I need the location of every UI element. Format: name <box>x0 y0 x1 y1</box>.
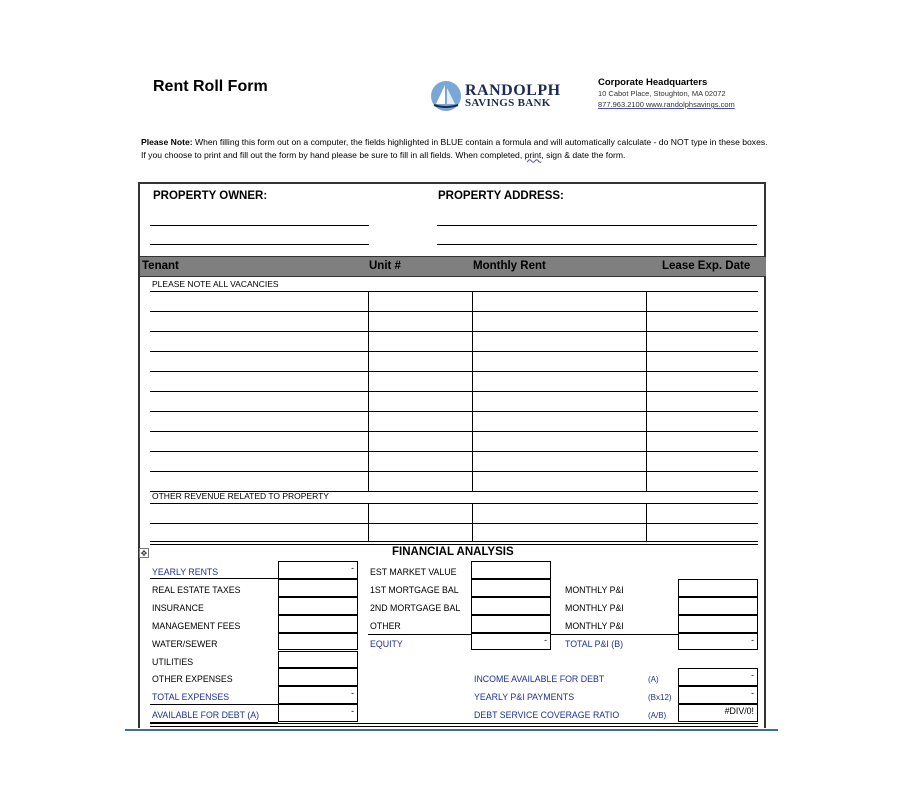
tenant-col-line <box>368 291 369 491</box>
col-unit: Unit # <box>369 260 401 272</box>
bottom-divider-2 <box>150 726 758 727</box>
summary-label: DEBT SERVICE COVERAGE RATIO <box>474 710 620 721</box>
fin-label: EST MARKET VALUE <box>370 567 457 577</box>
col-monthly-rent: Monthly Rent <box>473 260 546 272</box>
fin-label: YEARLY RENTS <box>152 567 219 577</box>
headquarters-block <box>598 77 735 110</box>
tenant-row-line <box>150 471 758 472</box>
summary-code: (A/B) <box>648 711 667 721</box>
field-value: #DIV/0! <box>724 706 754 717</box>
field-value: - <box>751 688 754 699</box>
fin-middle-field[interactable] <box>471 579 551 597</box>
bottom-divider-1 <box>150 723 758 724</box>
fin-middle-field[interactable] <box>471 561 551 579</box>
owner-line-2[interactable] <box>150 244 369 245</box>
summary-field[interactable] <box>678 686 758 704</box>
fin-label: MANAGEMENT FEES <box>152 620 241 631</box>
revenue-col-line <box>368 503 369 541</box>
fin-right-field[interactable] <box>678 579 758 597</box>
field-value: - <box>351 563 354 573</box>
fin-right-field[interactable] <box>678 615 758 633</box>
summary-code: (A) <box>648 675 659 685</box>
fin-middle-field[interactable] <box>471 597 551 615</box>
fin-left-field[interactable] <box>278 615 358 633</box>
bank-logo: RANDOLPH SAVINGS BANK <box>430 80 570 114</box>
address-line-1[interactable] <box>437 225 757 226</box>
fin-right-field[interactable] <box>678 633 758 651</box>
fin-label: AVAILABLE FOR DEBT (A) <box>152 710 260 721</box>
fin-left-field[interactable] <box>278 633 358 651</box>
revenue-row-line <box>150 503 758 504</box>
move-handle-icon[interactable]: ✥ <box>140 549 148 558</box>
property-owner-label: PROPERTY OWNER: <box>153 190 268 202</box>
tenant-col-line <box>646 291 647 491</box>
fin-left-field[interactable] <box>278 651 358 669</box>
tenant-row-line <box>150 451 758 452</box>
other-revenue-note: OTHER REVENUE RELATED TO PROPERTY <box>152 491 329 501</box>
label-underline <box>150 578 278 579</box>
fin-left-field[interactable] <box>278 597 358 615</box>
summary-field[interactable] <box>678 668 758 686</box>
fin-label: 2ND MORTGAGE BAL <box>370 602 461 613</box>
field-value: - <box>351 688 354 699</box>
fin-left-field[interactable] <box>278 668 358 686</box>
fin-label: OTHER EXPENSES <box>152 674 233 685</box>
financial-analysis-title: FINANCIAL ANALYSIS <box>392 546 514 558</box>
tenant-row-line <box>150 431 758 432</box>
col-lease-exp: Lease Exp. Date <box>662 260 751 272</box>
revenue-col-line <box>646 503 647 541</box>
fin-label: EQUITY <box>370 638 403 649</box>
hq-heading: Corporate Headquarters <box>598 77 708 88</box>
tenant-row-line <box>150 351 758 352</box>
fin-label: OTHER <box>370 620 401 631</box>
tenant-row-line <box>150 331 758 332</box>
instructions-note: Please Note: When filling this form out on a computer, the fields highlighted in BLUE contain a formula and will automatically calculate - do NOT type in these boxes. If you choose to print and fill out the form by hand please be sure to fill in all fields. When completed, print, sign & date the form. <box>141 137 768 160</box>
fin-left-field[interactable] <box>278 561 358 579</box>
fin-label: MONTHLY P&I <box>565 620 624 631</box>
fin-label: REAL ESTATE TAXES <box>152 584 241 595</box>
tenant-row-line <box>150 371 758 372</box>
summary-code: (Bx12) <box>648 693 672 703</box>
fin-label: MONTHLY P&I <box>565 584 624 595</box>
fin-left-field[interactable] <box>278 579 358 597</box>
hq-address: 10 Cabot Place, Stoughton, MA 02072 <box>598 89 726 98</box>
hq-contact[interactable]: 877.963.2100 www.randolphsavings.com <box>598 100 735 109</box>
vacancies-note: PLEASE NOTE ALL VACANCIES <box>152 279 279 289</box>
field-value: - <box>351 706 354 717</box>
fin-label: UTILITIES <box>152 656 194 667</box>
tenant-row-line <box>150 411 758 412</box>
fin-label: MONTHLY P&I <box>565 602 624 613</box>
revenue-row-line <box>150 523 758 524</box>
fin-left-field[interactable] <box>278 686 358 704</box>
section-divider-1 <box>150 541 758 542</box>
sailboat-icon <box>430 80 462 112</box>
property-address-label: PROPERTY ADDRESS: <box>438 190 564 202</box>
summary-field[interactable] <box>678 704 758 722</box>
label-underline <box>150 704 278 705</box>
revenue-col-line <box>472 503 473 541</box>
tenant-row-line <box>150 291 758 292</box>
tenant-table-header <box>140 256 766 277</box>
tenant-col-line <box>472 291 473 491</box>
fin-label: TOTAL EXPENSES <box>152 692 230 703</box>
fin-right-field[interactable] <box>678 597 758 615</box>
fin-left-field[interactable] <box>278 704 358 722</box>
tenant-row-line <box>150 391 758 392</box>
tenant-row-line <box>150 311 758 312</box>
fin-middle-field[interactable] <box>471 633 551 651</box>
summary-label: YEARLY P&I PAYMENTS <box>474 692 575 703</box>
fin-label: WATER/SEWER <box>152 638 218 649</box>
field-value: - <box>751 670 754 681</box>
form-title: Rent Roll Form <box>153 78 268 95</box>
field-value: - <box>544 634 547 645</box>
address-line-2[interactable] <box>437 244 757 245</box>
col-tenant: Tenant <box>142 260 179 272</box>
fin-label: INSURANCE <box>152 602 204 613</box>
fin-middle-field[interactable] <box>471 615 551 633</box>
fin-label: TOTAL P&I (B) <box>565 638 624 649</box>
field-value: - <box>751 634 754 645</box>
section-divider-2 <box>150 544 758 545</box>
page-bottom-rule <box>125 729 778 731</box>
summary-label: INCOME AVAILABLE FOR DEBT <box>474 674 605 685</box>
fin-label: 1ST MORTGAGE BAL <box>370 584 459 595</box>
owner-line-1[interactable] <box>150 225 369 226</box>
